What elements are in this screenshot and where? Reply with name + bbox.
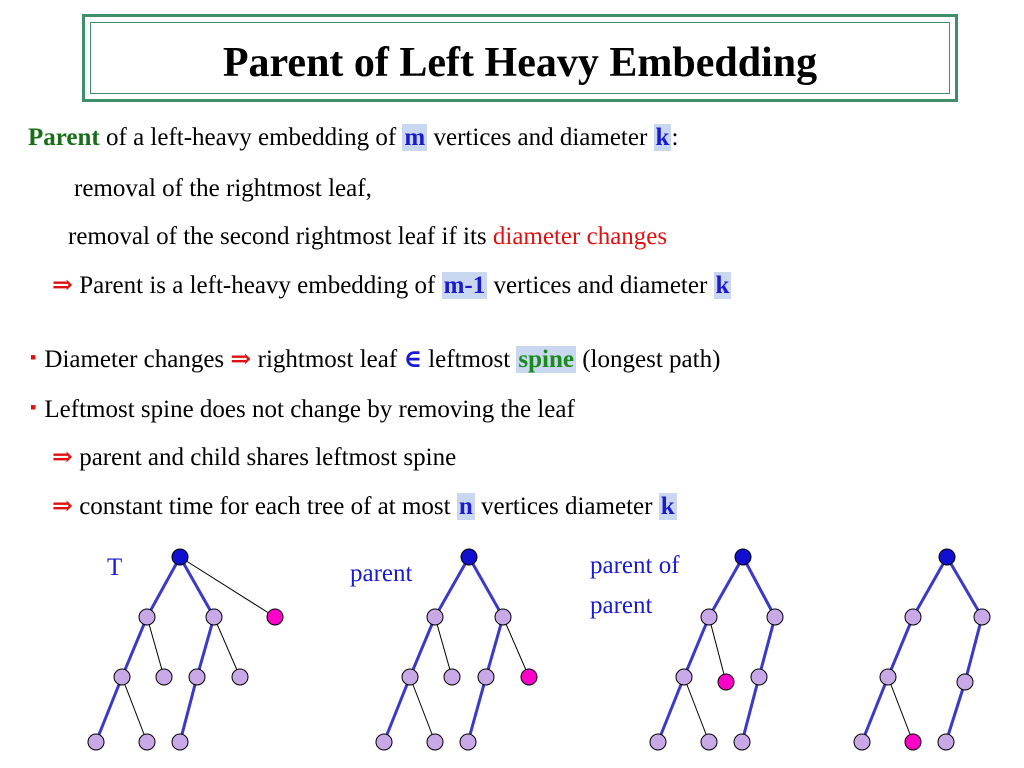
- intro-line: [28, 123, 678, 153]
- highlighted-node: [521, 669, 537, 685]
- root-node: [735, 549, 751, 565]
- root-node: [172, 549, 188, 565]
- spine-term: spine: [518, 346, 574, 373]
- sub2-red: diameter changes: [492, 223, 668, 250]
- tree-parent: [376, 549, 537, 750]
- root-node: [939, 549, 955, 565]
- tree-node: [854, 734, 870, 750]
- implies-arrow-icon: ⇒: [52, 493, 73, 520]
- intro-colon: :: [671, 124, 679, 151]
- spine-edge: [486, 617, 503, 677]
- intro-lead: Parent: [28, 124, 100, 151]
- tree-node: [701, 734, 717, 750]
- tree-node: [880, 669, 896, 685]
- tree-fourth: [854, 549, 990, 750]
- spine-edge: [965, 617, 982, 682]
- bullet-line-2: [30, 395, 575, 426]
- tree-label-t: T: [107, 554, 123, 581]
- spine-edge: [709, 557, 743, 617]
- tree-node: [938, 734, 954, 750]
- tree-node: [156, 669, 172, 685]
- spine-edge: [946, 682, 965, 742]
- sub-line-2: [68, 222, 667, 252]
- spine-edge: [435, 557, 469, 617]
- tree-node: [957, 674, 973, 690]
- conclusion-line-1: [52, 271, 731, 301]
- spine-edge: [947, 557, 982, 617]
- implies-arrow-icon: ⇒: [230, 346, 252, 373]
- spine-edge: [180, 677, 197, 742]
- thin-edge: [122, 677, 147, 742]
- sub-line-1: removal of the rightmost leaf,: [74, 175, 372, 202]
- spine-edge: [743, 557, 775, 617]
- tree-node: [206, 609, 222, 625]
- tree-t: [88, 549, 283, 750]
- tree-node: [232, 669, 248, 685]
- spine-edge: [180, 557, 214, 617]
- spine-edge: [197, 617, 214, 677]
- intro-text1: of a left-heavy embedding of: [99, 124, 403, 151]
- tree-node: [650, 734, 666, 750]
- var-k: k: [655, 124, 670, 151]
- tree-node: [676, 669, 692, 685]
- tree-node: [402, 669, 418, 685]
- spine-edge: [468, 677, 486, 742]
- tree-node: [189, 669, 205, 685]
- thin-edge: [709, 617, 726, 682]
- bullet-line-1: [30, 345, 720, 376]
- highlighted-node: [267, 609, 283, 625]
- sub2-text: removal of the second rightmost leaf if its: [68, 223, 493, 250]
- var-k: k: [715, 272, 730, 299]
- spine-edge: [122, 617, 147, 677]
- thin-edge: [410, 677, 435, 742]
- highlighted-node: [718, 674, 734, 690]
- var-n: n: [458, 493, 473, 520]
- conclusion1-text2: vertices and diameter: [487, 272, 714, 299]
- tree-diagrams: [0, 540, 1024, 768]
- highlighted-node: [905, 734, 921, 750]
- tree-node: [905, 609, 921, 625]
- tree-node: [751, 669, 767, 685]
- title-frame: [82, 14, 958, 102]
- var-k: k: [660, 493, 675, 520]
- tree-label-parent-of-parent-2: parent: [590, 592, 653, 619]
- root-node: [461, 549, 477, 565]
- bullet-icon: ▪: [30, 397, 37, 417]
- implies-arrow-icon: ⇒: [52, 272, 73, 299]
- thin-edge: [147, 617, 164, 677]
- thin-edge: [214, 617, 240, 677]
- var-m: m: [404, 124, 426, 151]
- spine-edge: [759, 617, 775, 677]
- thin-edge: [684, 677, 709, 742]
- spine-edge: [684, 617, 709, 677]
- var-m-1: m-1: [443, 272, 486, 299]
- tree-node: [139, 734, 155, 750]
- spine-edge: [96, 677, 122, 742]
- implies-arrow-icon: ⇒: [52, 444, 73, 471]
- spine-edge: [862, 677, 888, 742]
- thin-edge: [503, 617, 529, 677]
- spine-edge: [913, 557, 947, 617]
- bullet1-text3: leftmost: [421, 346, 517, 373]
- thin-edge: [435, 617, 452, 677]
- tree-node: [767, 609, 783, 625]
- conclusion-line-3: [52, 492, 677, 522]
- thin-edge: [888, 677, 913, 742]
- tree-node: [478, 669, 494, 685]
- tree-node: [495, 609, 511, 625]
- tree-node: [701, 609, 717, 625]
- tree-node: [376, 734, 392, 750]
- bullet-icon: ▪: [30, 347, 37, 367]
- tree-node: [974, 609, 990, 625]
- tree-node: [444, 669, 460, 685]
- bullet1-text1: Diameter changes: [44, 346, 231, 373]
- spine-edge: [147, 557, 180, 617]
- conclusion-line-2: [52, 443, 456, 473]
- bullet1-text4: (longest path): [575, 346, 721, 373]
- tree-node: [427, 734, 443, 750]
- conclusion3-text1: constant time for each tree of at most: [72, 493, 457, 520]
- tree-node: [734, 734, 750, 750]
- tree-node: [460, 734, 476, 750]
- spine-edge: [888, 617, 913, 677]
- spine-edge: [742, 677, 759, 742]
- conclusion1-text1: Parent is a left-heavy embedding of: [72, 272, 442, 299]
- spine-edge: [410, 617, 435, 677]
- spine-edge: [384, 677, 410, 742]
- spine-edge: [658, 677, 684, 742]
- tree-node: [427, 609, 443, 625]
- tree-label-parent: parent: [350, 560, 413, 587]
- conclusion2-text: parent and child shares leftmost spine: [72, 444, 457, 471]
- conclusion3-text2: vertices diameter: [474, 493, 659, 520]
- thin-edge: [180, 557, 275, 617]
- tree-node: [172, 734, 188, 750]
- tree-label-parent-of-parent-1: parent of: [590, 552, 680, 579]
- tree-parent-of-parent: [650, 549, 783, 750]
- bullet1-text2: rightmost leaf: [251, 346, 404, 373]
- spine-edge: [469, 557, 503, 617]
- tree-node: [139, 609, 155, 625]
- element-of-icon: ∈: [403, 346, 422, 373]
- bullet2-text: Leftmost spine does not change by removing the leaf: [44, 396, 575, 423]
- intro-text2: vertices and diameter: [427, 124, 654, 151]
- tree-node: [88, 734, 104, 750]
- slide-title: Parent of Left Heavy Embedding: [222, 40, 818, 86]
- tree-node: [114, 669, 130, 685]
